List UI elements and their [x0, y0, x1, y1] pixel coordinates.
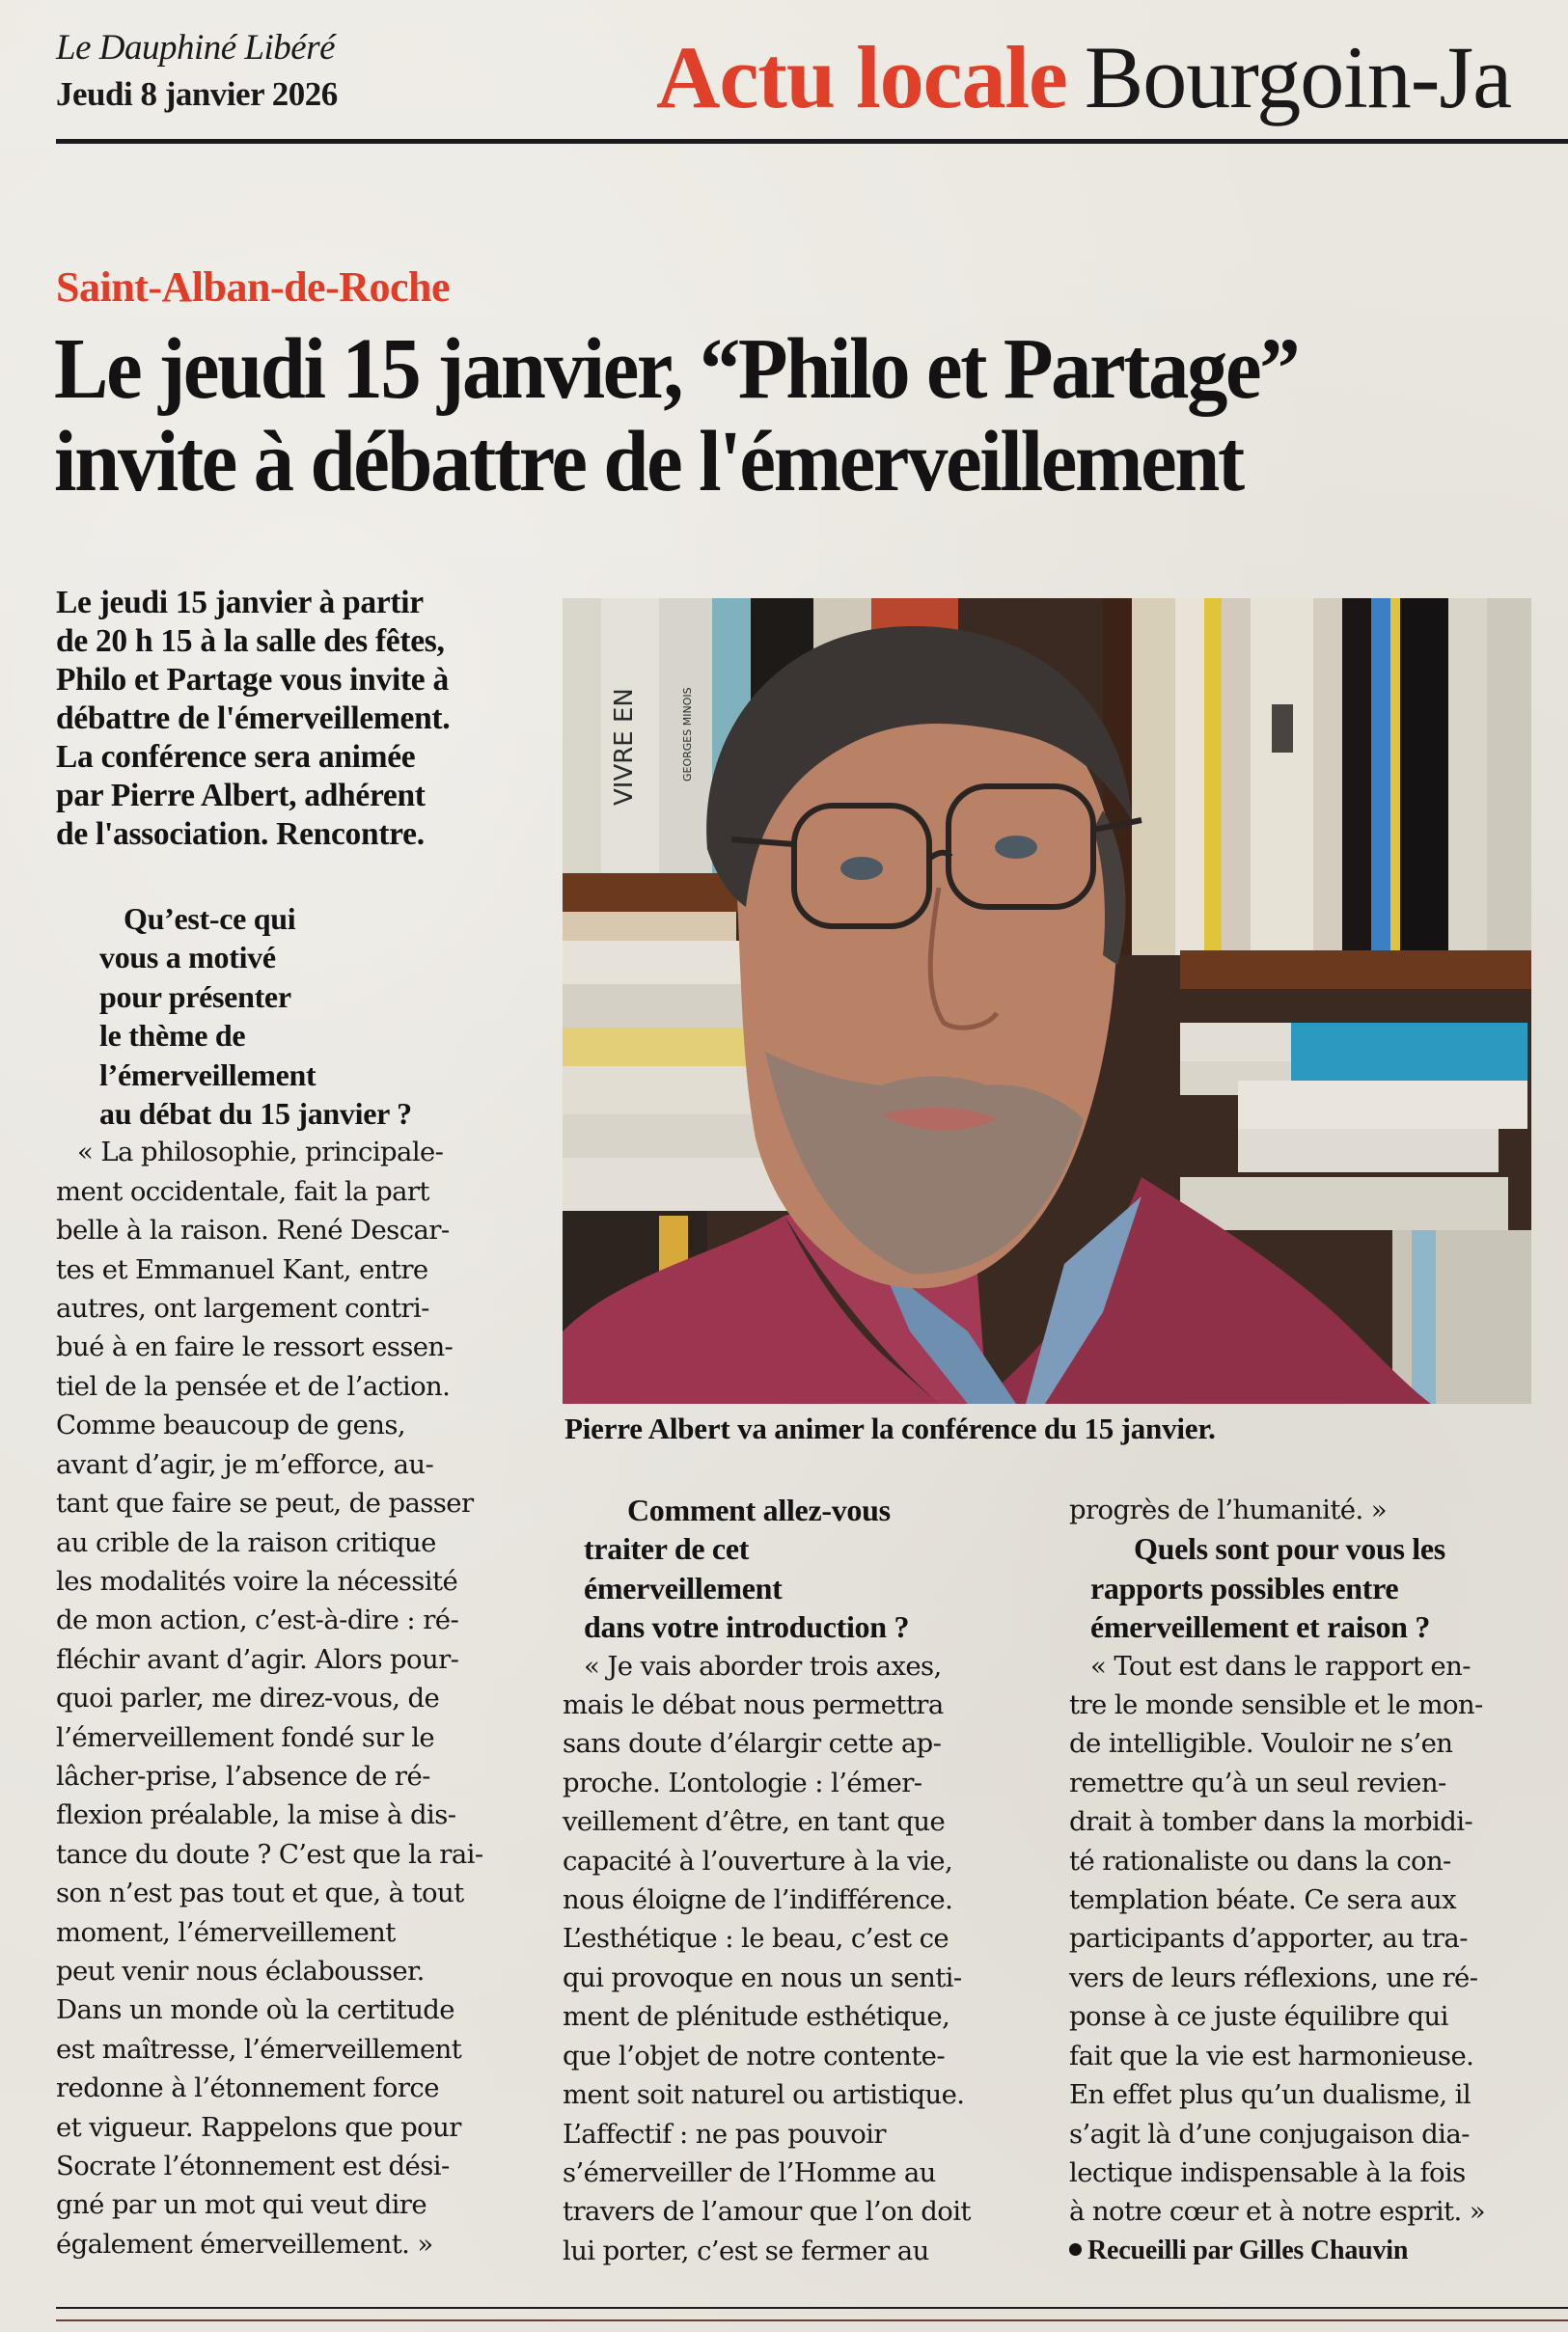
interview-column-3 — [1069, 1491, 1532, 2270]
edition-name: Bourgoin-Ja — [1084, 28, 1512, 126]
interview-answer-3: « Tout est dans le rapport en- tre le monde sensible et le mon- de intelligible. Vouloir ne s’en remettre qu’à un seul revien- drait à tomber dans la morbidi- té rationaliste ou dans la con- templation béate. Ce sera aux participants d’apporter, au tra- vers de leurs réflexions, une ré- ponse à ce juste équilibre qui fait que la vie est harmonieuse. En effet plus qu’un dualisme, il s’agit là d’une conjugaison dia- lectique indispensable à la fois à notre cœur et à notre esprit. » — [1069, 1650, 1485, 2228]
headline — [54, 323, 1487, 508]
svg-text:GEORGES MINOIS: GEORGES MINOIS — [681, 687, 694, 782]
eye-left — [840, 857, 883, 880]
photo-caption: Pierre Albert va animer la conférence du 15 janvier. — [564, 1412, 1216, 1445]
bottom-rule-secondary — [56, 2319, 1568, 2321]
bullet-icon — [1069, 2243, 1082, 2256]
lead-paragraph — [56, 584, 519, 854]
newspaper-name: Le Dauphiné Libéré — [56, 28, 336, 68]
interview-answer-1: « La philosophie, principale- ment occidentale, fait la part belle à la raison. René Descar- tes et Emmanuel Kant, entre autres, ont largement contri- bué à en faire le ressort essen- tiel de la pensée et de l’action. Comme beaucoup de gens, avant d’agir, je m’efforce, au- tant que faire se peut, de passer au crible de la raison critique les modalités voire la nécessité de mon action, c’est-à-dire : ré- fléchir avant d’agir. Alors pour- quoi parler, me direz-vous, de l’émerveillement fondé sur le lâcher-prise, l’absence de ré- flexion préalable, la mise à dis- tance du doute ? C’est que la rai- son n’est pas tout et que, à tout moment, l’émerveillement peut venir nous éclabousser. Dans un monde où la certitude est maîtresse, l’émerveillement redonne à l’étonnement force et vigueur. Rappelons que pour Socrate l’étonnement est dési- gné par un mot qui veut dire également émerveillement. » — [56, 1137, 483, 2260]
lead-line: de l'association. Rencontre. — [56, 816, 425, 852]
lead-line: Le jeudi 15 janvier à partir — [56, 585, 424, 620]
issue-date: Jeudi 8 janvier 2026 — [56, 75, 338, 113]
location-kicker: Saint-Alban-de-Roche — [56, 263, 451, 311]
interview-column-1 — [56, 899, 524, 2263]
byline — [1069, 2232, 1532, 2270]
section-title: Actu locale — [656, 28, 1067, 126]
lead-line: Philo et Partage vous invite à — [56, 662, 449, 698]
lead-line: de 20 h 15 à la salle des fêtes, — [56, 623, 445, 659]
interview-answer-2: « Je vais aborder trois axes, mais le débat nous permettra sans doute d’élargir cette ap- proche. L’ontologie : l’émer- veillement d’être, en tant que capacité à l’ouverture à la vie, nous éloigne de l’indifférence. L’esthétique : le beau, c’est ce qui provoque en nous un senti- ment de plénitude esthétique, que l’objet de notre contente- ment soit naturel ou artistique. L’affectif : ne pas pouvoir s’émerveiller de l’Homme au travers de l’amour que l’on doit lui porter, c’est se fermer au — [563, 1650, 971, 2266]
section-header — [656, 29, 1511, 125]
bottom-rule — [56, 2307, 1568, 2309]
byline-text: Recueilli par Gilles Chauvin — [1087, 2235, 1409, 2265]
interview-question-2: Comment allez-vous traiter de cet émerveillement dans votre introduction ? — [584, 1493, 910, 1645]
lead-line: par Pierre Albert, adhérent — [56, 778, 426, 813]
interview-column-2 — [563, 1491, 1026, 2270]
interview-answer-2-continued: progrès de l’humanité. » — [1069, 1495, 1387, 1525]
interview-question-1: Qu’est-ce qui vous a motivé pour présenter le thème de l’émerveillement au débat du 15 janvier ? — [99, 901, 412, 1132]
interview-question-3: Quels sont pour vous les rapports possibles entre émerveillement et raison ? — [1090, 1531, 1445, 1645]
show-through-text — [179, 224, 187, 261]
svg-text:VIVRE EN: VIVRE EN — [610, 688, 639, 806]
eye-right — [995, 836, 1037, 859]
lead-line: La conférence sera animée — [56, 739, 416, 775]
headline-line: Le jeudi 15 janvier, “Philo et Partage” — [54, 321, 1299, 417]
portrait-illustration — [563, 598, 1531, 1404]
lead-line: débattre de l'émerveillement. — [56, 700, 451, 736]
masthead-rule — [56, 139, 1568, 144]
headline-line: invite à débattre de l'émerveillement — [54, 414, 1243, 509]
portrait-photo — [563, 598, 1531, 1404]
